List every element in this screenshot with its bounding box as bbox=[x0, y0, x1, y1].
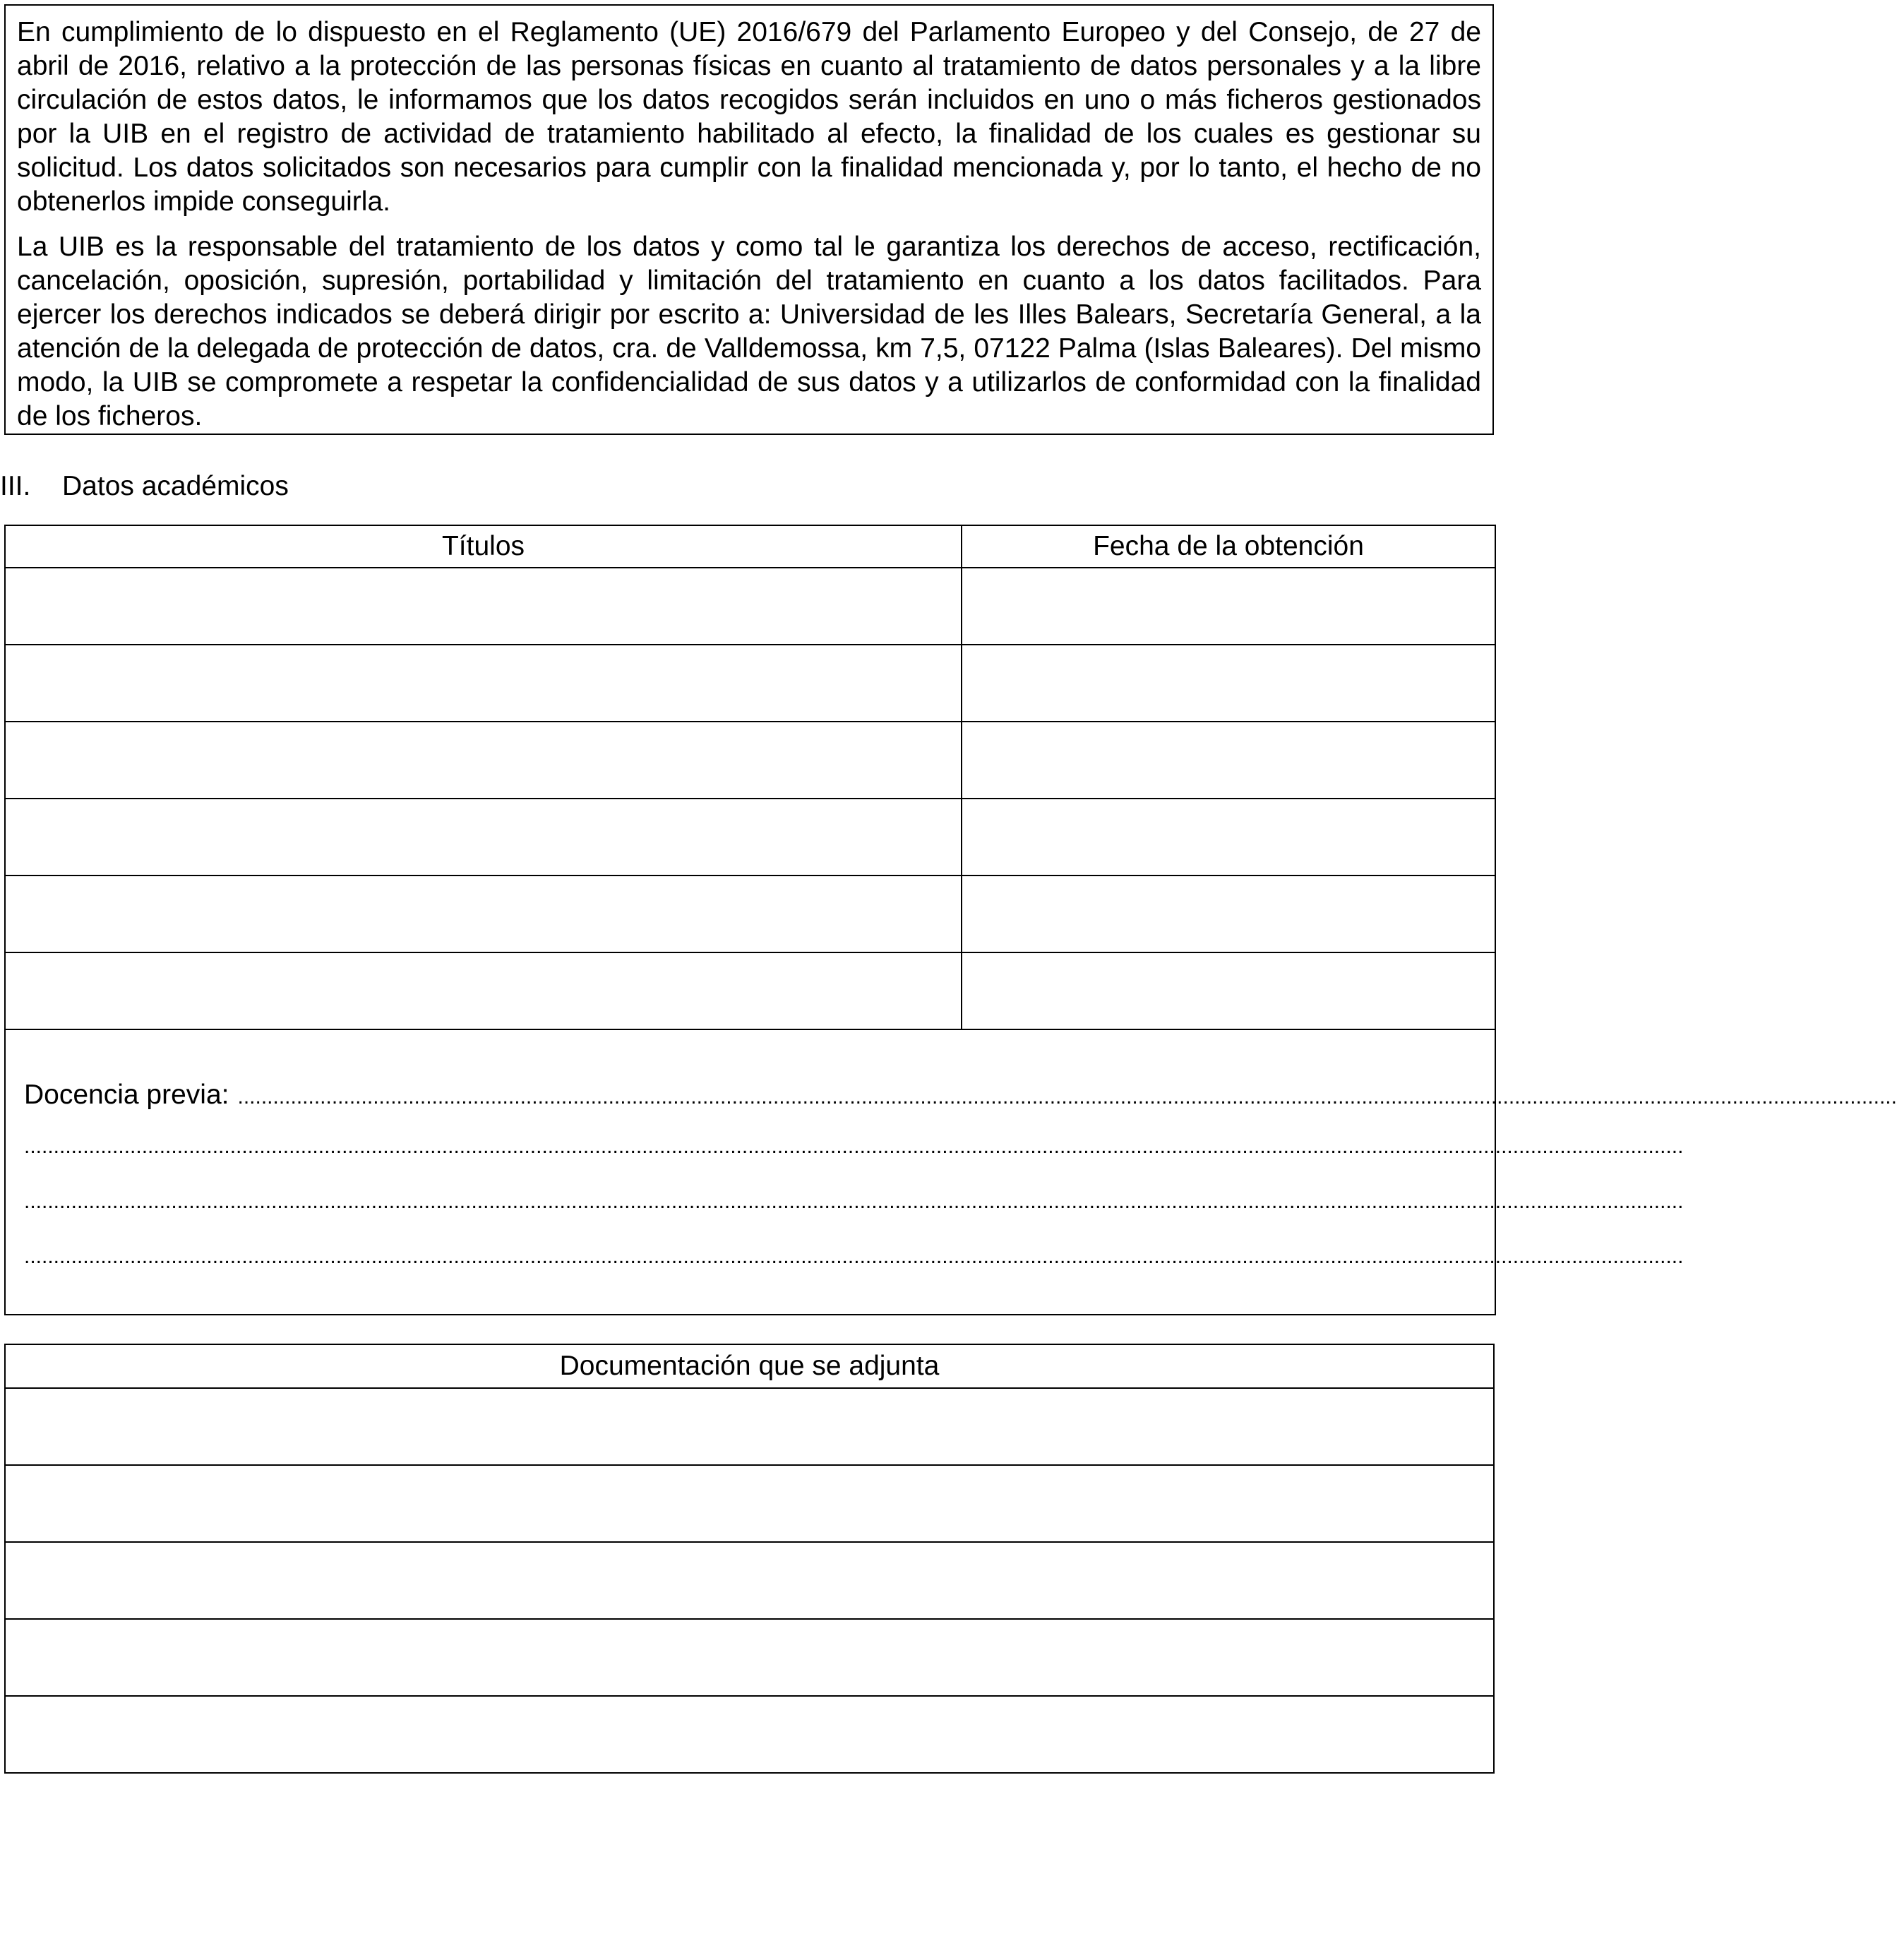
teaching-line bbox=[24, 1190, 1684, 1245]
dotted-leader: .......................................................................................................................................................................................................................................................................................... bbox=[24, 1190, 1684, 1213]
teaching-row bbox=[5, 1029, 1495, 1315]
privacy-paragraph-2: La UIB es la responsable del tratamiento de los datos y como tal le garantiza los derechos de acceso, rectificación, cancelación, oposición, supresión, portabilidad y limitación del tratamiento en cuanto a los datos facilitados. Para ejercer los derechos indicados se deberá dirigir por escrito a: Universidad de les Illes Balears, Secretaría General, a la atención de la delegada de protección de datos, cra. de Valldemossa, km 7,5, 07122 Palma (Islas Baleares). Del mismo modo, la UIB se compromete a respetar la confidencialidad de sus datos y a utilizarlos de conformidad con la finalidad de los ficheros. bbox=[17, 232, 1481, 431]
document-cell[interactable] bbox=[5, 1542, 1494, 1619]
title-cell[interactable] bbox=[5, 876, 962, 952]
header-titles: Títulos bbox=[5, 525, 962, 568]
academic-data-table bbox=[4, 525, 1897, 1315]
table-row bbox=[5, 876, 1495, 952]
title-cell[interactable] bbox=[5, 722, 962, 799]
table-row bbox=[5, 1388, 1494, 1465]
section-number: III. bbox=[0, 471, 31, 501]
privacy-paragraph-1: En cumplimiento de lo dispuesto en el Reglamento (UE) 2016/679 del Parlamento Europeo y del Consejo, de 27 de abril de 2016, relativo a la protección de las personas físicas en cuanto al tratamiento de datos personales y a la libre circulación de estos datos, le informamos que los datos recogidos serán incluidos en uno o más ficheros gestionados por la UIB en el registro de actividad de tratamiento habilitado al efecto, la finalidad de los cuales es gestionar su solicitud. Los datos solicitados son necesarios para cumplir con la finalidad mencionada y, por lo tanto, el hecho de no obtenerlos impide conseguirla. bbox=[17, 17, 1481, 217]
table-row bbox=[5, 722, 1495, 799]
title-cell[interactable] bbox=[5, 799, 962, 876]
teaching-label: Docencia previa: bbox=[24, 1080, 229, 1110]
date-cell[interactable] bbox=[962, 722, 1495, 799]
table-header-row bbox=[5, 525, 1495, 568]
document-cell[interactable] bbox=[5, 1696, 1494, 1773]
dotted-leader: .......................................................................................................................................................................................................................................................................................... bbox=[24, 1135, 1684, 1158]
table-header-row bbox=[5, 1344, 1494, 1388]
dotted-leader: .......................................................................................................................................................................................................................................................................................... bbox=[237, 1085, 1897, 1109]
table-row bbox=[5, 645, 1495, 722]
document-cell[interactable] bbox=[5, 1388, 1494, 1465]
table-row bbox=[5, 568, 1495, 645]
dotted-leader: .......................................................................................................................................................................................................................................................................................... bbox=[24, 1245, 1684, 1268]
date-cell[interactable] bbox=[962, 876, 1495, 952]
date-cell[interactable] bbox=[962, 645, 1495, 722]
document-cell[interactable] bbox=[5, 1619, 1494, 1696]
teaching-line bbox=[24, 1245, 1684, 1300]
date-cell[interactable] bbox=[962, 952, 1495, 1029]
table-row bbox=[5, 1542, 1494, 1619]
document-cell[interactable] bbox=[5, 1465, 1494, 1542]
teaching-line bbox=[24, 1135, 1684, 1190]
teaching-line bbox=[24, 1080, 1897, 1135]
date-cell[interactable] bbox=[962, 568, 1495, 645]
attached-documents-table bbox=[4, 1344, 1495, 1774]
header-date: Fecha de la obtención bbox=[962, 525, 1495, 568]
section-heading bbox=[0, 470, 289, 503]
header-documents: Documentación que se adjunta bbox=[5, 1344, 1494, 1388]
table-row bbox=[5, 1619, 1494, 1696]
privacy-notice bbox=[4, 4, 1494, 435]
table-row bbox=[5, 799, 1495, 876]
title-cell[interactable] bbox=[5, 568, 962, 645]
table-row bbox=[5, 1465, 1494, 1542]
table-row bbox=[5, 1696, 1494, 1773]
section-title: Datos académicos bbox=[62, 471, 289, 501]
title-cell[interactable] bbox=[5, 952, 962, 1029]
table-row bbox=[5, 952, 1495, 1029]
prior-teaching-field[interactable] bbox=[5, 1029, 1897, 1315]
title-cell[interactable] bbox=[5, 645, 962, 722]
date-cell[interactable] bbox=[962, 799, 1495, 876]
